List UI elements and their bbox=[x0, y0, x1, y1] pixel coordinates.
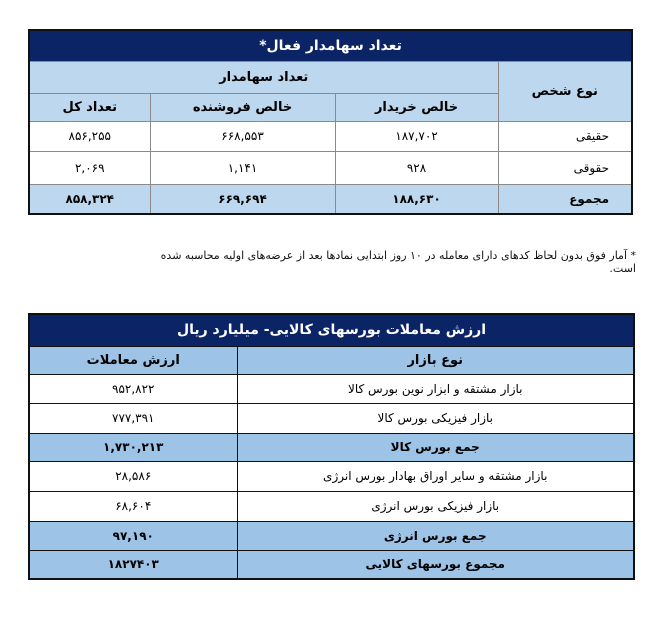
net-buyer-header: خالص خریدار bbox=[335, 93, 498, 121]
total-count: ۸۵۸,۳۲۴ bbox=[29, 184, 150, 214]
row-label: حقوقی bbox=[498, 151, 632, 184]
net-buyer-value: ۹۲۸ bbox=[335, 151, 498, 184]
net-buyer-value: ۱۸۷,۷۰۲ bbox=[335, 121, 498, 151]
subtotal-label: جمع بورس کالا bbox=[237, 433, 634, 461]
person-type-header: نوع شخص bbox=[498, 61, 632, 121]
table-row bbox=[29, 461, 634, 491]
commodity-exchange-trades-table bbox=[28, 313, 635, 580]
grand-total-row bbox=[29, 550, 634, 579]
trade-value: ۲۸,۵۸۶ bbox=[29, 461, 237, 491]
total-row bbox=[29, 184, 632, 214]
table2-title: ارزش معاملات بورسهای کالایی- میلیارد ریال bbox=[29, 314, 634, 346]
subtotal-value: ۱,۷۳۰,۲۱۳ bbox=[29, 433, 237, 461]
total-count-value: ۸۵۶,۲۵۵ bbox=[29, 121, 150, 151]
shareholder-count-group-header: تعداد سهامدار bbox=[29, 61, 498, 93]
market-type-header: نوع بازار bbox=[237, 346, 634, 374]
table1-title: تعداد سهامدار فعال* bbox=[29, 30, 632, 61]
net-seller-header: خالص فروشنده bbox=[150, 93, 335, 121]
trade-value: ۹۵۲,۸۲۲ bbox=[29, 374, 237, 403]
subtotal-label: جمع بورس انرژی bbox=[237, 521, 634, 550]
total-net-buyer: ۱۸۸,۶۳۰ bbox=[335, 184, 498, 214]
total-net-seller: ۶۶۹,۶۹۴ bbox=[150, 184, 335, 214]
trade-value: ۷۷۷,۳۹۱ bbox=[29, 403, 237, 433]
market-label: بازار مشتقه و ابزار نوین بورس کالا bbox=[237, 374, 634, 403]
net-seller-value: ۱,۱۴۱ bbox=[150, 151, 335, 184]
table-row bbox=[29, 491, 634, 521]
market-label: بازار فیزیکی بورس کالا bbox=[237, 403, 634, 433]
total-count-header: تعداد کل bbox=[29, 93, 150, 121]
active-shareholders-table bbox=[28, 29, 633, 215]
subtotal-value: ۹۷,۱۹۰ bbox=[29, 521, 237, 550]
trade-value-header: ارزش معاملات bbox=[29, 346, 237, 374]
table-row bbox=[29, 403, 634, 433]
trade-value: ۶۸,۶۰۴ bbox=[29, 491, 237, 521]
table-row bbox=[29, 374, 634, 403]
subtotal-row bbox=[29, 433, 634, 461]
total-label: مجموع bbox=[498, 184, 632, 214]
row-label: حقیقی bbox=[498, 121, 632, 151]
table-row bbox=[29, 121, 632, 151]
grand-total-value: ۱۸۲۷۴۰۳ bbox=[29, 550, 237, 579]
footnote: * آمار فوق بدون لحاظ کدهای دارای معامله در ۱۰ روز ابتدایی نمادها بعد از عرضه‌های اولیه محاسبه شده است. bbox=[160, 249, 636, 275]
subtotal-row bbox=[29, 521, 634, 550]
market-label: بازار مشتقه و سایر اوراق بهادار بورس انرژی bbox=[237, 461, 634, 491]
grand-total-label: مجموع بورسهای کالایی bbox=[237, 550, 634, 579]
market-label: بازار فیزیکی بورس انرژی bbox=[237, 491, 634, 521]
total-count-value: ۲,۰۶۹ bbox=[29, 151, 150, 184]
net-seller-value: ۶۶۸,۵۵۳ bbox=[150, 121, 335, 151]
table-row bbox=[29, 151, 632, 184]
